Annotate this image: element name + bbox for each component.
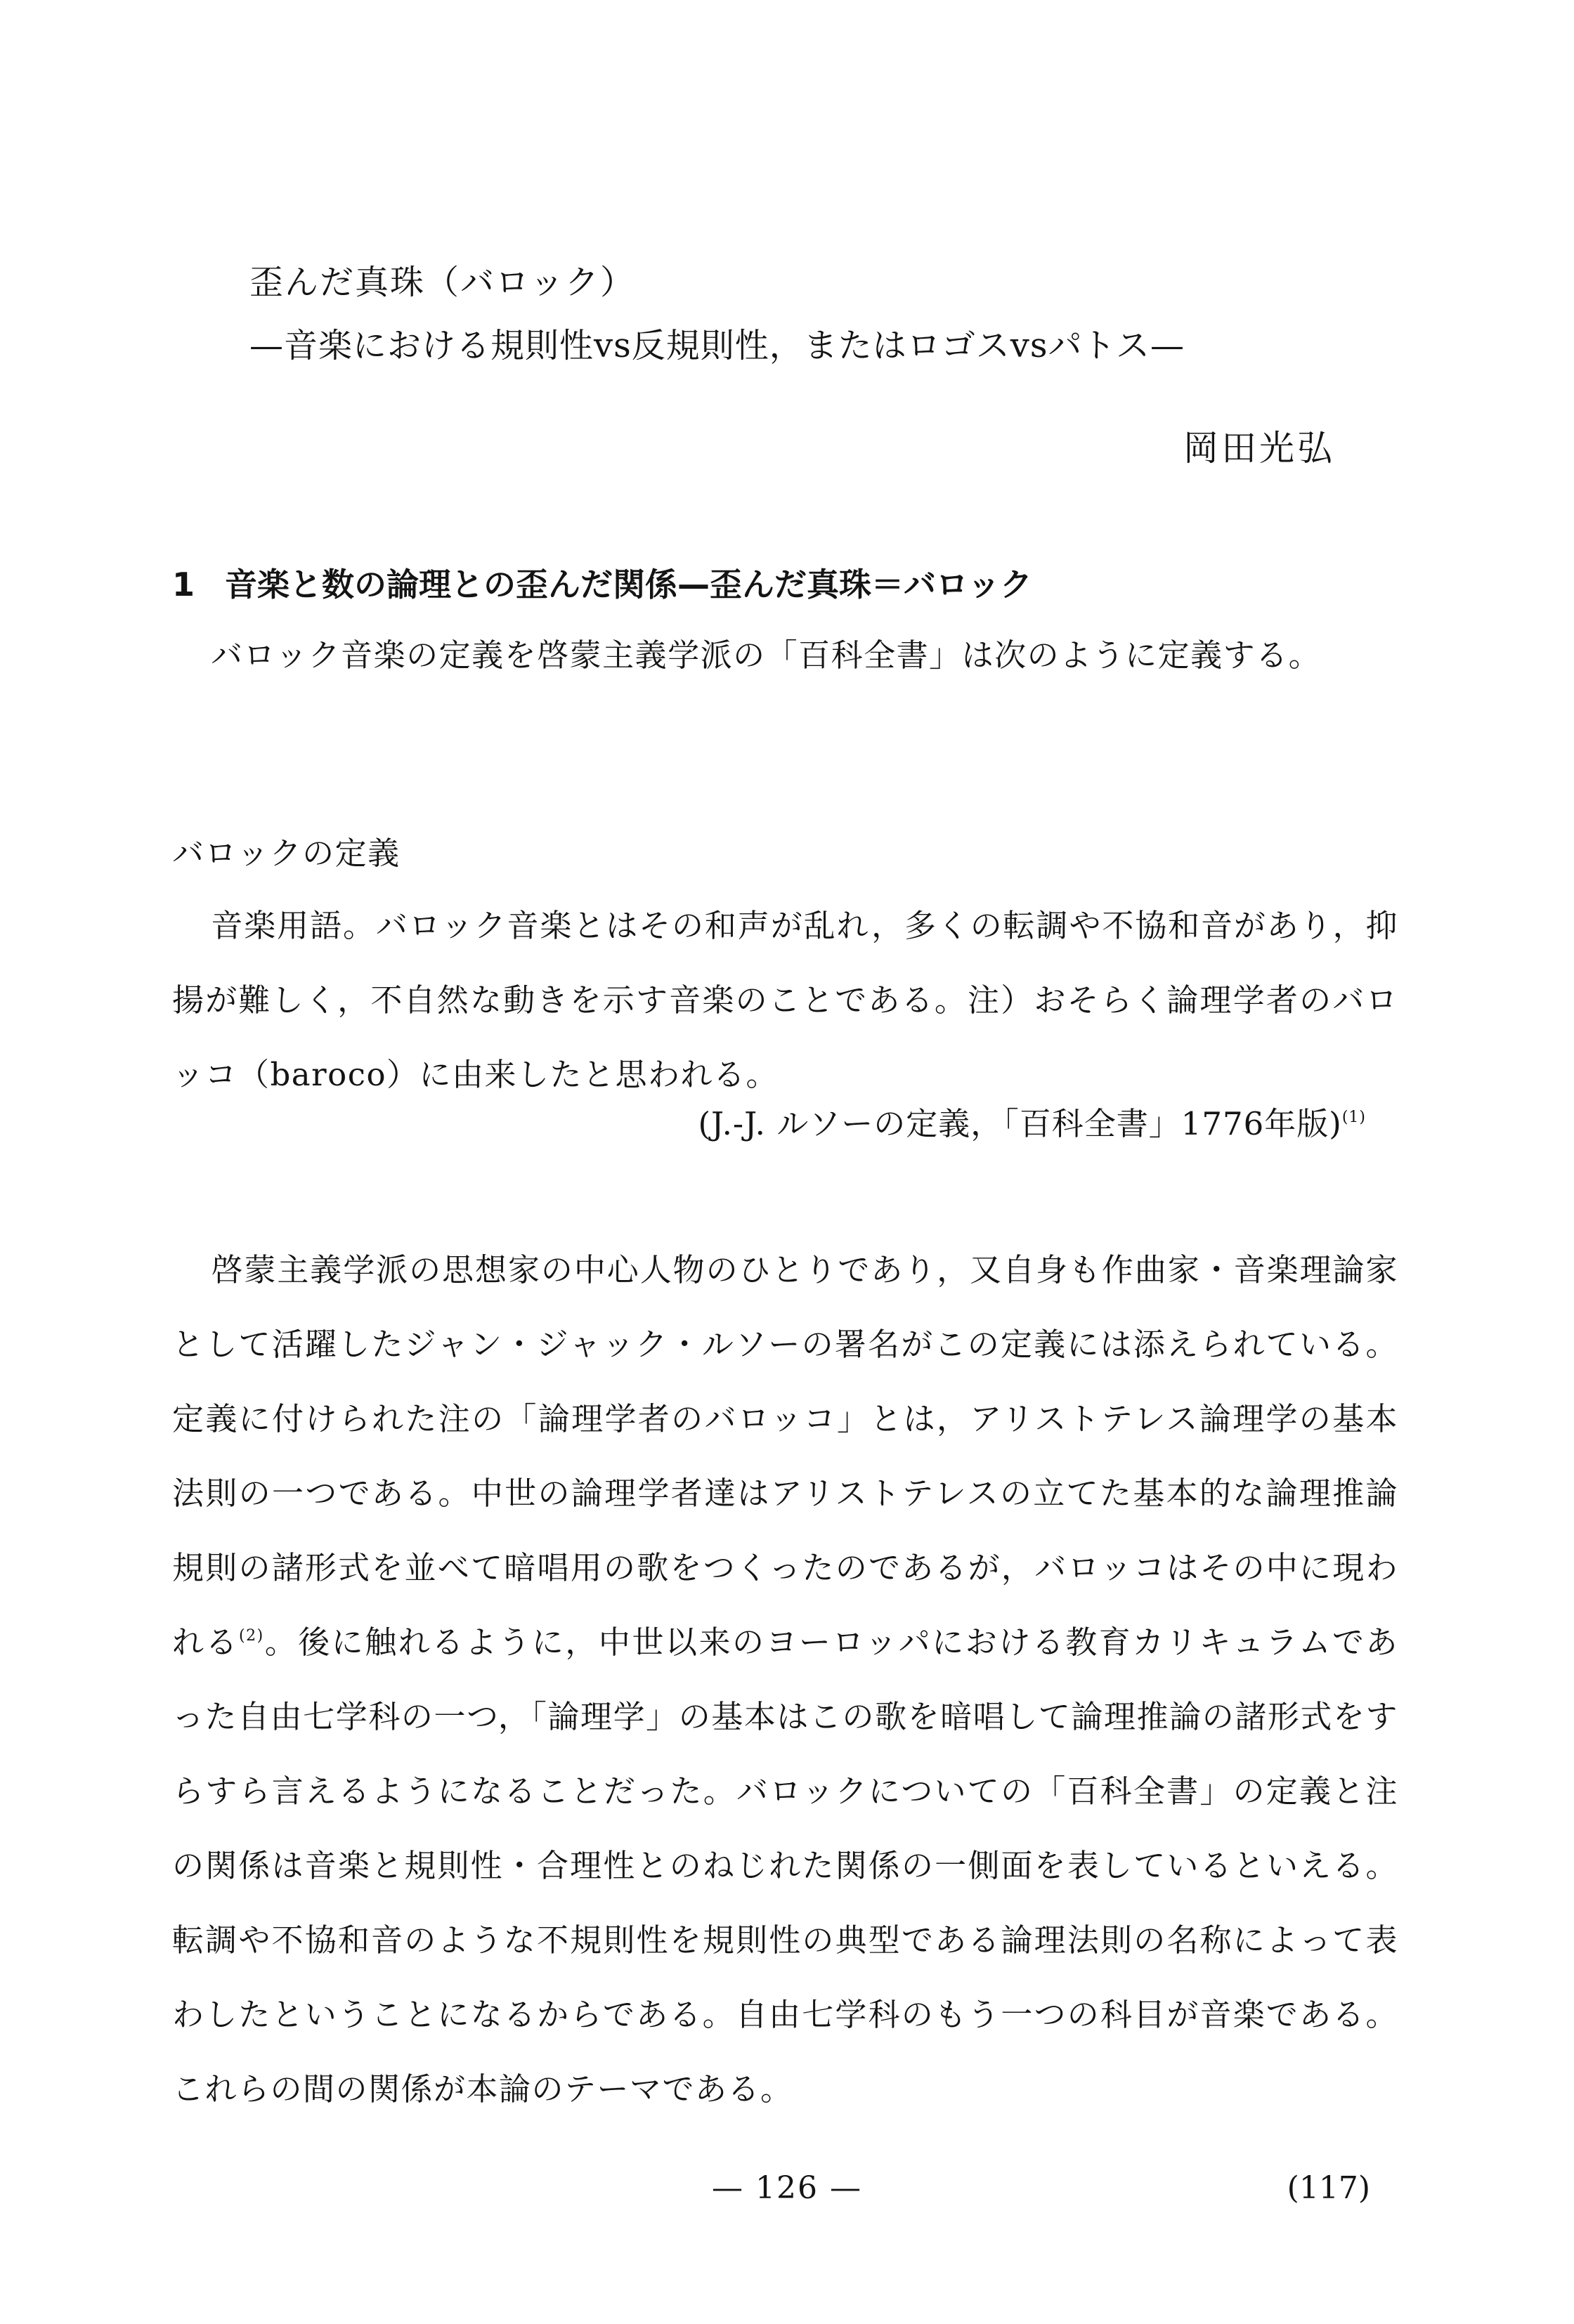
body-paragraph [172,1233,1398,2127]
body-text-part2: 。後に触れるように，中世以来のヨーロッパにおける教育カリキュラムであった自由七学科の一つ，「論理学」の基本はこの歌を暗唱して論理推論の諸形式をすらすら言えるようになることだった。バロックについての「百科全書」の定義と注の関係は音楽と規則性・合理性とのねじれた関係の一側面を表しているといえる。転調や不協和音のような不規則性を規則性の典型である論理法則の名称によって表わしたということになるからである。自由七学科のもう一つの科目が音楽である。これらの間の関係が本論のテーマである。 [172,1624,1398,2108]
section-number: 1 [172,566,195,603]
footnote-marker-2: (2) [239,1627,264,1645]
definition-label: バロックの定義 [172,835,401,872]
intro-paragraph [172,618,1398,693]
definition-text: 音楽用語。バロック音楽とはその和声が乱れ，多くの転調や不協和音があり，抑揚が難しく，不自然な動きを示す音楽のことである。注）おそらく論理学者のバロッコ（baroco）に由来したと思われる。 [172,907,1398,1093]
citation-text: (J.-J. ルソーの定義，「百科全書」1776年版) [698,1105,1342,1142]
paper-title: 歪んだ真珠（バロック） [249,263,636,302]
definition-paragraph [172,889,1398,1112]
definition-citation [698,1096,1366,1152]
author-name: 岡田光弘 [1183,428,1335,469]
section-title: 音楽と数の論理との歪んだ関係—歪んだ真珠＝バロック [225,566,1033,603]
section-heading [172,556,1032,613]
page-number: — 126 — [712,2170,862,2206]
footnote-marker-1: (1) [1341,1109,1366,1126]
intro-text: バロック音楽の定義を啓蒙主義学派の「百科全書」は次のように定義する。 [211,637,1322,674]
body-text-part1: 啓蒙主義学派の思想家の中心人物のひとりであり，又自身も作曲家・音楽理論家として活躍したジャン・ジャック・ルソーの署名がこの定義には添えられている。定義に付けられた注の「論理学者のバロッコ」とは，アリストテレス論理学の基本法則の一つである。中世の論理学者達はアリストテレスの立てた基本的な論理推論規則の諸形式を並べて暗唱用の歌をつくったのであるが，バロッコはその中に現われる [172,1251,1398,1661]
original-page-number: (117) [1287,2170,1370,2206]
paper-subtitle: —音楽における規則性vs反規則性，またはロゴスvsパトス— [249,326,1185,365]
